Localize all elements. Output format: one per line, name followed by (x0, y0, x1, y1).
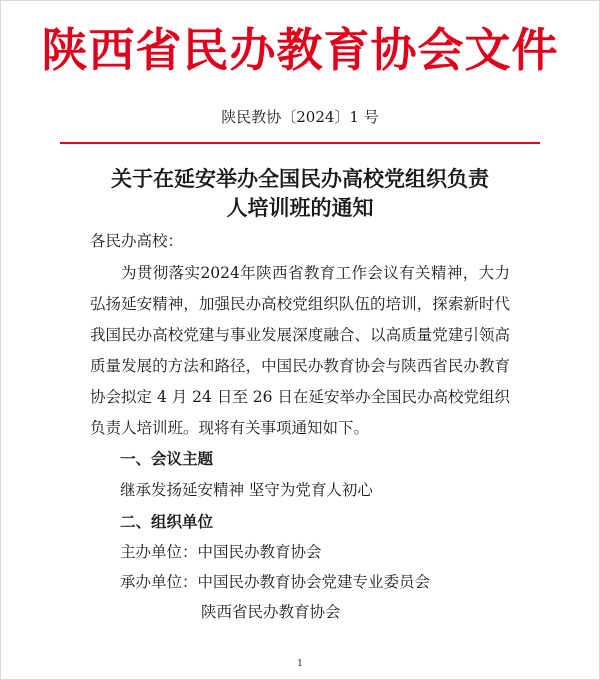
section-heading-organizers: 二、组织单位 (120, 512, 214, 531)
salutation: 各民办高校： (90, 232, 184, 250)
co-organizer-line: 承办单位：中国民办教育协会党建专业委员会 (120, 573, 431, 591)
document-number: 陕民教协〔2024〕1 号 (221, 108, 379, 126)
notice-title-line-2: 人培训班的通知 (226, 195, 374, 220)
red-divider-line (60, 142, 540, 144)
notice-title (60, 164, 540, 222)
document-header-title: 陕西省民办教育协会文件 (41, 23, 559, 77)
theme-text: 继承发扬延安精神 坚守为党育人初心 (120, 481, 373, 499)
host-organizer-line: 主办单位：中国民办教育协会 (120, 543, 322, 561)
page-number: 1 (297, 659, 303, 669)
section-heading-theme: 一、会议主题 (120, 449, 214, 468)
notice-title-line-1: 关于在延安举办全国民办高校党组织负责 (111, 166, 489, 191)
co-organizer-line-continued: 陕西省民办教育协会 (201, 603, 341, 621)
intro-paragraph: 为贯彻落实2024年陕西省教育工作会议有关精神，大力弘扬延安精神，加强民办高校党组织队伍的培训，探索新时代我国民办高校党建与事业发展深度融合、以高质量党建引领高质量发展的方法和路径，中国民办教育协会与陕西省民办教育协会拟定 4 月 24 日至 26 日在延安举办全国民办高校党组织负责人培训班。现将有关事项通知如下。 (90, 264, 510, 437)
